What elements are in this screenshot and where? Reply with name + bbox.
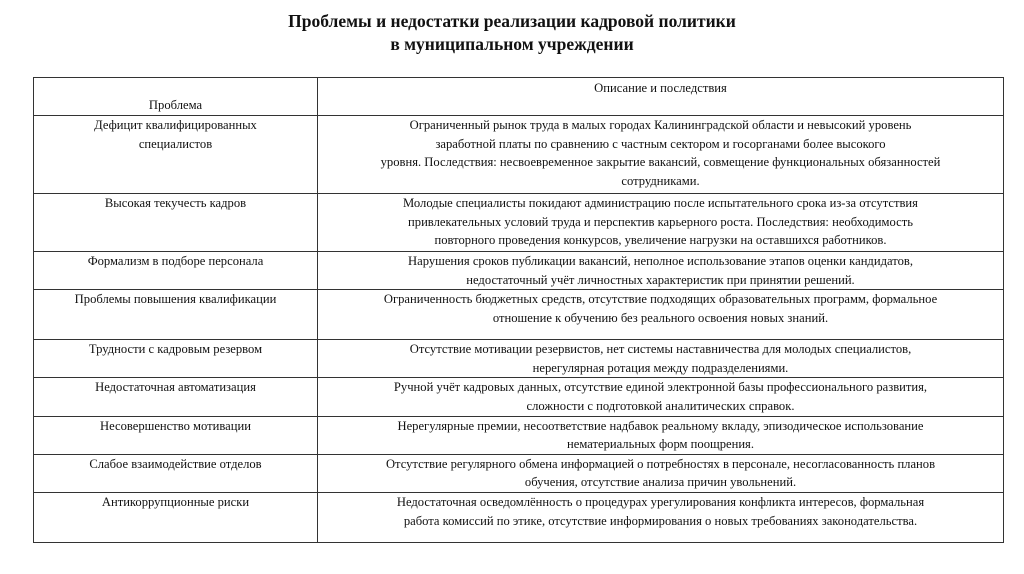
problem-text-line: Высокая текучесть кадров xyxy=(104,196,247,210)
description-text-line: сложности с подготовкой аналитических справок. xyxy=(526,398,795,413)
description-text-line: заработной платы по сравнению с частным сектором и госорганами более высокого xyxy=(435,136,886,151)
description-text-line: Отсутствие мотивации резервистов, нет системы наставничества для молодых специалистов, xyxy=(409,342,912,357)
problem-cell xyxy=(34,378,318,416)
title-line-1: Проблемы и недостатки реализации кадровой политики xyxy=(288,11,736,31)
description-text-line: недостаточный учёт личностных характеристик при принятии решений. xyxy=(466,272,855,287)
description-text-line: Ограниченный рынок труда в малых городах Калининградской области и невысокий уровень xyxy=(409,118,912,132)
page-title xyxy=(0,10,1024,56)
header-problem: Проблема xyxy=(34,78,318,116)
table-row xyxy=(34,416,1004,454)
problem-text-line: Трудности с кадровым резервом xyxy=(88,342,263,357)
table-row xyxy=(34,492,1004,542)
description-text-line: Отсутствие регулярного обмена информацией о потребностях в персонале, несогласованность планов xyxy=(385,456,936,471)
description-text-line: Нерегулярные премии, несоответствие надбавок реальному вкладу, эпизодическое использование xyxy=(397,418,924,433)
description-text-line: нерегулярная ротация между подразделениями. xyxy=(532,360,789,375)
description-text-line: Недостаточная осведомлённость о процедурах урегулирования конфликта интересов, формальная xyxy=(396,494,925,509)
description-cell xyxy=(318,416,1004,454)
description-text-line: повторного проведения конкурсов, увеличение нагрузки на оставшихся работников. xyxy=(434,233,887,248)
header-description: Описание и последствия xyxy=(318,78,1004,116)
description-text-line: работа комиссий по этике, отсутствие информирования о новых требованиях законодательства. xyxy=(403,513,918,528)
problem-cell xyxy=(34,194,318,252)
table-header-row xyxy=(34,78,1004,116)
problem-text-line: Формализм в подборе персонала xyxy=(87,254,264,268)
table-row xyxy=(34,116,1004,194)
problem-text-line: специалистов xyxy=(138,136,213,151)
description-text-line: отношение к обучению без реального освоения новых знаний. xyxy=(492,310,829,325)
table-row xyxy=(34,454,1004,492)
problem-cell xyxy=(34,416,318,454)
problem-text-line: Антикоррупционные риски xyxy=(101,494,250,509)
table-body xyxy=(34,116,1004,543)
problem-text-line: Несовершенство мотивации xyxy=(99,418,251,433)
description-cell xyxy=(318,252,1004,290)
problem-text-line: Дефицит квалифицированных xyxy=(94,118,257,132)
problems-table xyxy=(33,77,1004,543)
problem-cell xyxy=(34,290,318,340)
problem-text-line: Проблемы повышения квалификации xyxy=(74,292,277,307)
description-text-line: Нарушения сроков публикации вакансий, неполное использование этапов оценки кандидатов, xyxy=(408,254,913,268)
problem-text-line: Слабое взаимодействие отделов xyxy=(89,456,262,471)
table-row xyxy=(34,378,1004,416)
table-row xyxy=(34,252,1004,290)
description-text-line: обучения, отсутствие анализа причин увольнений. xyxy=(524,475,797,490)
title-line-2: в муниципальном учреждении xyxy=(390,34,634,54)
problem-cell xyxy=(34,340,318,378)
description-cell xyxy=(318,194,1004,252)
description-text-line: Ручной учёт кадровых данных, отсутствие единой электронной базы профессионального развития, xyxy=(393,380,928,395)
description-cell xyxy=(318,454,1004,492)
description-text-line: уровня. Последствия: несвоевременное закрытие вакансий, совмещение функциональных обязанностей xyxy=(380,155,941,170)
table-row xyxy=(34,290,1004,340)
problem-cell xyxy=(34,252,318,290)
description-text-line: сотрудниками. xyxy=(621,173,700,188)
description-cell xyxy=(318,116,1004,194)
description-text-line: Молодые специалисты покидают администрацию после испытательного срока из-за отсутствия xyxy=(403,196,918,210)
problem-cell xyxy=(34,116,318,194)
description-text-line: привлекательных условий труда и перспектив карьерного роста. Последствия: необходимость xyxy=(408,214,913,229)
problem-text-line: Недостаточная автоматизация xyxy=(95,380,256,395)
description-cell xyxy=(318,340,1004,378)
description-cell xyxy=(318,378,1004,416)
description-cell xyxy=(318,290,1004,340)
description-text-line: нематериальных форм поощрения. xyxy=(567,437,754,452)
problem-cell xyxy=(34,454,318,492)
problem-cell xyxy=(34,492,318,542)
description-text-line: Ограниченность бюджетных средств, отсутствие подходящих образовательных программ, формальное xyxy=(383,292,938,307)
description-cell xyxy=(318,492,1004,542)
table-row xyxy=(34,194,1004,252)
table-row xyxy=(34,340,1004,378)
